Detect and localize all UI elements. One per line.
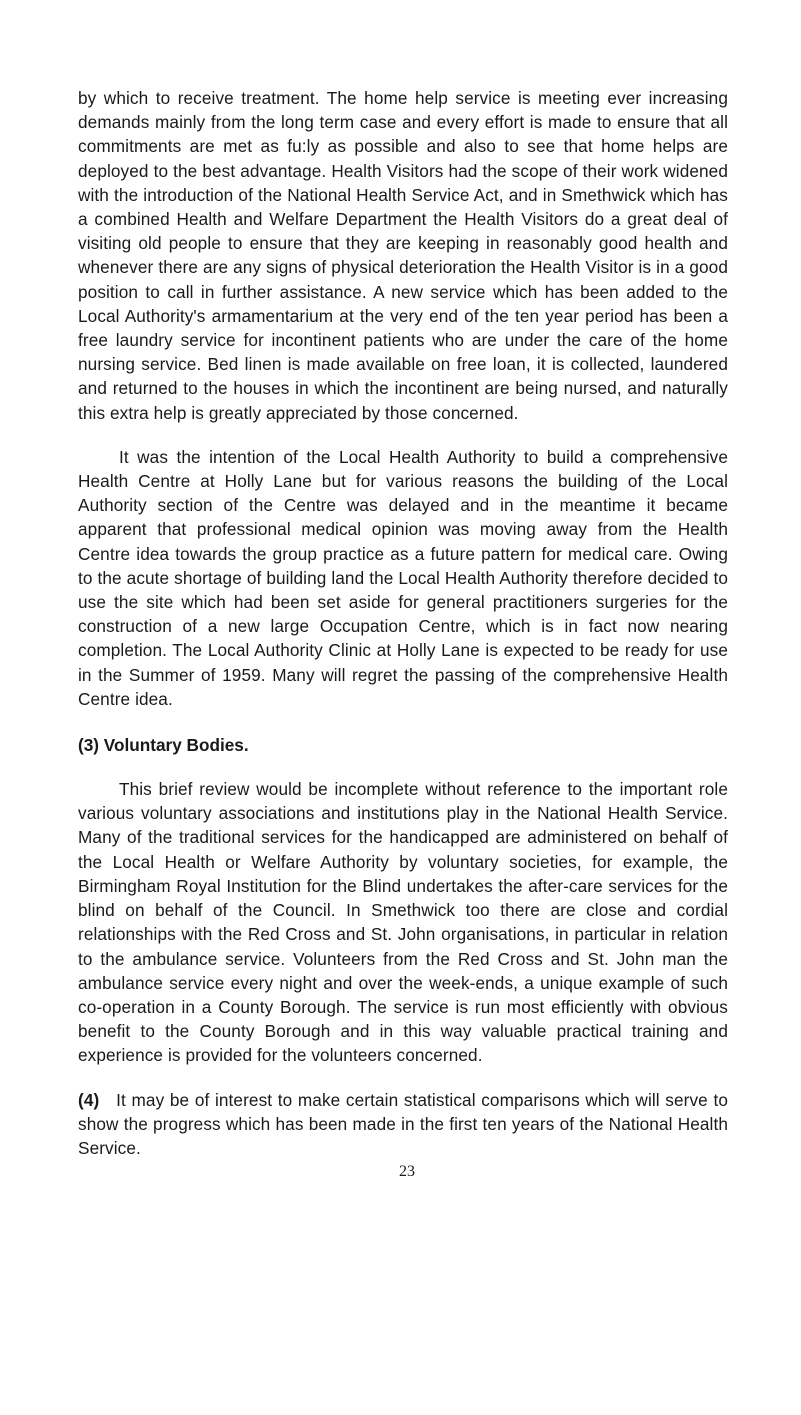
section-number-4: (4) [78, 1089, 100, 1110]
section-heading-voluntary-bodies: (3) Voluntary Bodies. [78, 735, 249, 756]
paragraph-health-centre: It was the intention of the Local Health Authority to build a comprehensive Health Centre at Holly Lane but for various reasons the building of the Local Authority section of the Centre was delayed and in the meantime it became apparent that professional medical opinion was moving away from the Health Centre idea towards the group practice as a future pattern for medical care. Owing to the acute shortage of building land the Local Health Authority therefore decided to use the site which had been set aside for general practitioners surgeries for the construction of a new large Occupation Centre, which is in fact now nearing completion. The Local Authority Clinic at Holly Lane is expected to be ready for use in the Summer of 1959. Many will regret the passing of the comprehensive Health Centre idea. [78, 446, 728, 709]
document-page [78, 86, 728, 1182]
paragraph-voluntary-bodies: This brief review would be incomplete without reference to the important role various voluntary associations and institutions play in the National Health Service. Many of the traditional services for the handicapped are administered on behalf of the Local Health or Welfare Authority by voluntary societies, for example, the Birmingham Royal Institution for the Blind undertakes the after-care services for the blind on behalf of the Council. In Smethwick too there are close and cordial relationships with the Red Cross and St. John organisations, in particular in relation to the ambulance service. Volunteers from the Red Cross and St. John man the ambulance service every night and over the week-ends, a unique example of such co-operation in a County Borough. The service is run most efficiently with obvious benefit to the County Borough and in this way valuable practical training and experience is provided for the volunteers concerned. [78, 779, 728, 1066]
paragraph-statistical-comparisons [78, 1088, 728, 1161]
page-number: 23 [399, 1163, 415, 1181]
paragraph-home-help-services: by which to receive treatment. The home help service is meeting ever increasing demands mainly from the long term case and every effort is made to ensure that all commitments are met as fu:ly as possible and also to see that home helps are deployed to the best advantage. Health Visitors had the scope of their work widened with the introduction of the National Health Service Act, and in Smethwick which has a combined Health and Welfare Department the Health Visitors do a great deal of visiting old people to ensure that they are keeping in reasonably good health and whenever there are any signs of physical deterioration the Health Visitor is in a good position to call in further assistance. A new service which has been added to the Local Authority's armamentarium at the very end of the ten year period has been a free laundry service for incontinent patients who are under the care of the home nursing service. Bed linen is made available on free loan, it is collected, laundered and returned to the houses in which the incontinent are being nursed, and naturally this extra help is greatly appreciated by those concerned. [78, 88, 728, 423]
paragraph-statistical-comparisons-text: It may be of interest to make certain statistical comparisons which will serve to show the progress which has been made in the first ten years of the National Health Service. [78, 1089, 728, 1158]
